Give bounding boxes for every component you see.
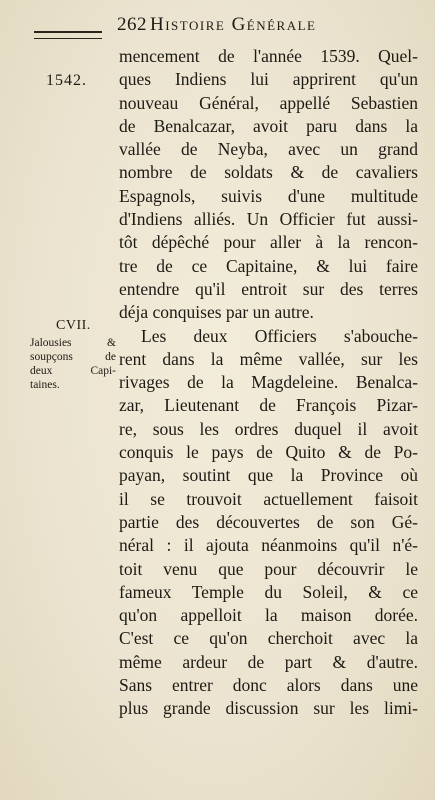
text-line: qu'on appelloit la maison dorée. [119, 605, 418, 626]
body-text [119, 45, 418, 721]
text-line: Les deux Officiers s'abouche- [141, 325, 418, 346]
text-line: C'est ce qu'on cherchoit avec la [119, 628, 418, 649]
margin-note-line: soupçons de [30, 351, 116, 363]
text-line: mencement de l'année 1539. Quel- [119, 46, 418, 66]
header-rule [34, 31, 102, 39]
text-line: plus grande discussion sur les limi- [119, 698, 418, 719]
text-line: zar, Lieutenant de François Pizar- [119, 395, 418, 416]
text-line: Espagnols, suivis d'une multitude [119, 185, 418, 206]
text-line: fameux Temple du Soleil, & ce [119, 581, 418, 602]
page-number: 262 [117, 14, 147, 35]
text-line: ques Indiens lui apprirent qu'un [119, 69, 418, 90]
margin-note-line: Jalousies & [30, 337, 116, 349]
text-line: toit venu que pour découvrir le [119, 558, 418, 579]
margin-note-line: taines. [30, 379, 60, 391]
text-line: re, sous les ordres duquel il avoit [119, 418, 418, 439]
text-line: rivages de la Magdeleine. Benalca- [119, 372, 418, 393]
text-line: nombre de soldats & de cavaliers [119, 162, 418, 183]
margin-note [30, 336, 116, 392]
margin-note-line: deux Capi- [30, 365, 116, 377]
text-line: tre de ce Capitaine, & lui faire [119, 255, 418, 276]
text-line: partie des découvertes de son Gé- [119, 511, 418, 532]
text-line: conquis le pays de Quito & de Po- [119, 442, 418, 463]
running-head: Histoire Générale [150, 14, 317, 35]
text-line: même ardeur de part & d'autre. [119, 651, 418, 672]
text-line: de Benalcazar, avoit paru dans la [119, 115, 418, 136]
margin-section-number: CVII. [56, 318, 91, 333]
text-line: entendre qu'il entroit sur des terres [119, 278, 418, 299]
text-line: tôt dépêché pour aller à la rencon- [119, 232, 418, 253]
text-line: néral : il ajouta néanmoins qu'il n'é- [119, 535, 418, 556]
margin-year: 1542. [46, 72, 87, 89]
text-line: nouveau Général, appellé Sebastien [119, 92, 418, 113]
text-line: il se trouvoit actuellement faisoit [119, 488, 418, 509]
text-line: d'Indiens alliés. Un Officier fut aussi- [119, 209, 418, 230]
text-line: Sans entrer donc alors dans une [119, 675, 418, 696]
text-line: vallée de Neyba, avec un grand [119, 139, 418, 160]
text-line: payan, soutint que la Province où [119, 465, 418, 486]
text-line: déja conquises par un autre. [119, 302, 314, 323]
text-line: rent dans la même vallée, sur les [119, 348, 418, 369]
